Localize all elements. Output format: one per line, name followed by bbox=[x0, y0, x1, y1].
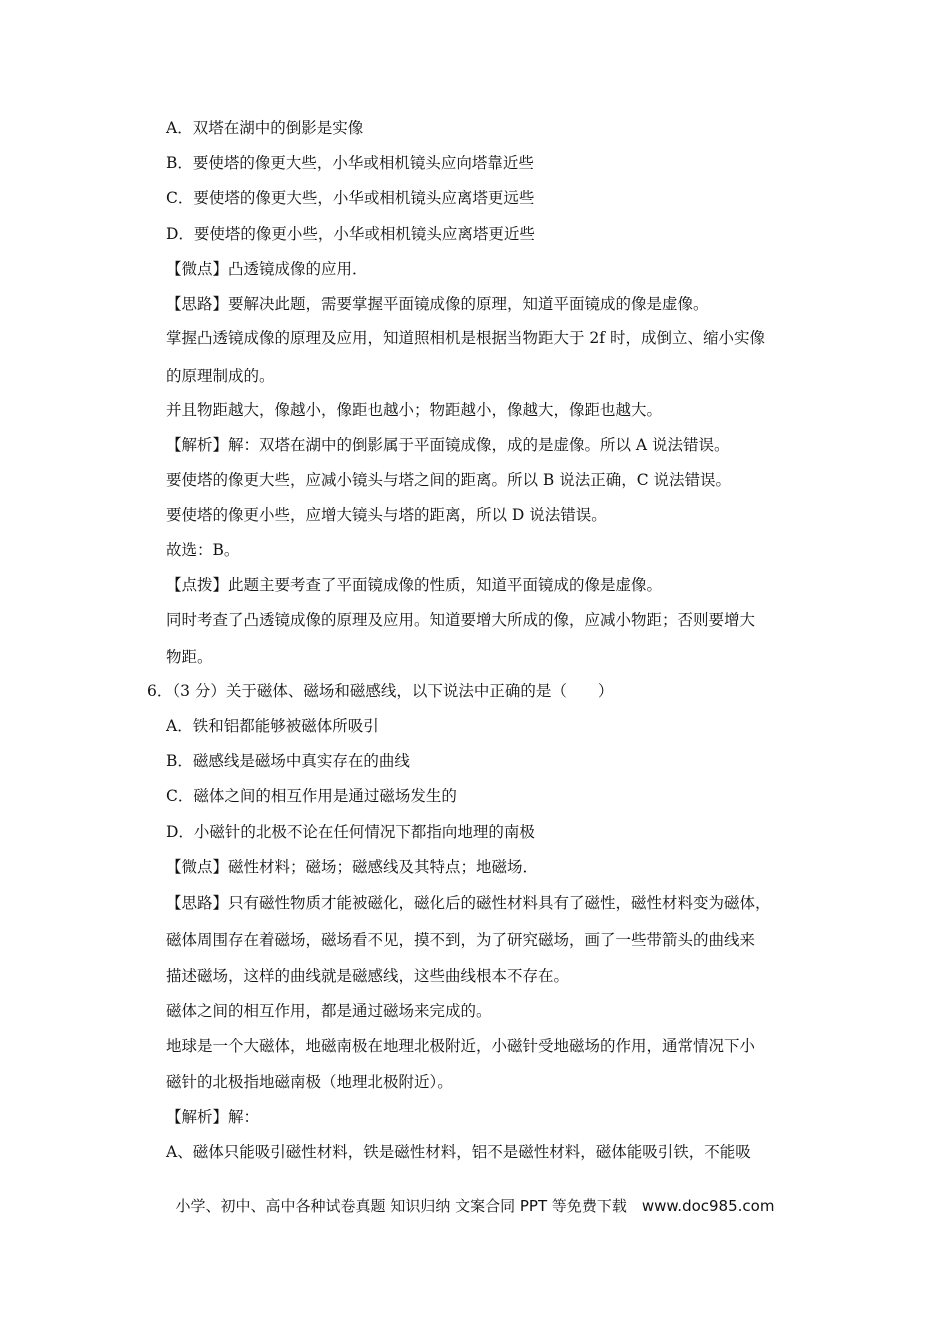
weidian-text: 【微点】磁性材料；磁场；磁感线及其特点；地磁场． bbox=[166, 858, 539, 876]
option-d: D．小磁针的北极不论在任何情况下都指向地理的南极 bbox=[166, 823, 535, 841]
silu-line: 【思路】要解决此题，需要掌握平面镜成像的原理，知道平面镜成的像是虚像。 bbox=[166, 295, 709, 313]
silu-line: 地球是一个大磁体，地磁南极在地理北极附近，小磁针受地磁场的作用，通常情况下小 bbox=[166, 1037, 756, 1055]
dianbo-line: 物距。 bbox=[166, 648, 213, 666]
weidian-text: 【微点】凸透镜成像的应用． bbox=[166, 260, 368, 278]
dianbo-line: 【点拨】此题主要考查了平面镜成像的性质，知道平面镜成的像是虚像。 bbox=[166, 576, 663, 594]
jiexi-line: A、磁体只能吸引磁性材料，铁是磁性材料，铝不是磁性材料，磁体能吸引铁，不能吸 bbox=[166, 1143, 751, 1161]
option-b: B．要使塔的像更大些，小华或相机镜头应向塔靠近些 bbox=[166, 154, 534, 172]
answer-line: 故选：B。 bbox=[166, 541, 240, 559]
option-c: C．要使塔的像更大些，小华或相机镜头应离塔更远些 bbox=[166, 189, 535, 207]
page-footer: 小学、初中、高中各种试卷真题 知识归纳 文案合同 PPT 等免费下载 www.doc985.com bbox=[175, 1197, 775, 1215]
jiexi-line: 【解析】解：双塔在湖中的倒影属于平面镜成像，成的是虚像。所以 A 说法错误。 bbox=[166, 436, 730, 454]
jiexi-line: 【解析】解： bbox=[166, 1108, 260, 1126]
silu-line: 磁针的北极指地磁南极（地理北极附近）。 bbox=[166, 1073, 453, 1091]
silu-line: 描述磁场，这样的曲线就是磁感线，这些曲线根本不存在。 bbox=[166, 967, 570, 985]
silu-line: 【思路】只有磁性物质才能被磁化，磁化后的磁性材料具有了磁性，磁性材料变为磁体， bbox=[166, 894, 771, 912]
dianbo-line: 同时考查了凸透镜成像的原理及应用。知道要增大所成的像，应减小物距；否则要增大 bbox=[166, 611, 756, 629]
option-c: C．磁体之间的相互作用是通过磁场发生的 bbox=[166, 787, 457, 805]
silu-line: 并且物距越大，像越小，像距也越小；物距越小，像越大，像距也越大。 bbox=[166, 401, 663, 419]
option-a: A．铁和铝都能够被磁体所吸引 bbox=[166, 717, 379, 735]
question-stem: 6．（3 分）关于磁体、磁场和磁感线，以下说法中正确的是（ ） bbox=[147, 682, 614, 700]
option-b: B．磁感线是磁场中真实存在的曲线 bbox=[166, 752, 410, 770]
jiexi-line: 要使塔的像更大些，应减小镜头与塔之间的距离。所以 B 说法正确，C 说法错误。 bbox=[166, 471, 732, 489]
silu-line: 掌握凸透镜成像的原理及应用，知道照相机是根据当物距大于 2f 时，成倒立、缩小实像 bbox=[166, 329, 765, 347]
silu-line: 磁体之间的相互作用，都是通过磁场来完成的。 bbox=[166, 1002, 492, 1020]
silu-line: 磁体周围存在着磁场，磁场看不见，摸不到，为了研究磁场，画了一些带箭头的曲线来 bbox=[166, 931, 756, 949]
jiexi-line: 要使塔的像更小些，应增大镜头与塔的距离，所以 D 说法错误。 bbox=[166, 506, 607, 524]
option-d: D．要使塔的像更小些，小华或相机镜头应离塔更近些 bbox=[166, 225, 535, 243]
silu-line: 的原理制成的。 bbox=[166, 367, 275, 385]
option-a: A．双塔在湖中的倒影是实像 bbox=[166, 119, 364, 137]
